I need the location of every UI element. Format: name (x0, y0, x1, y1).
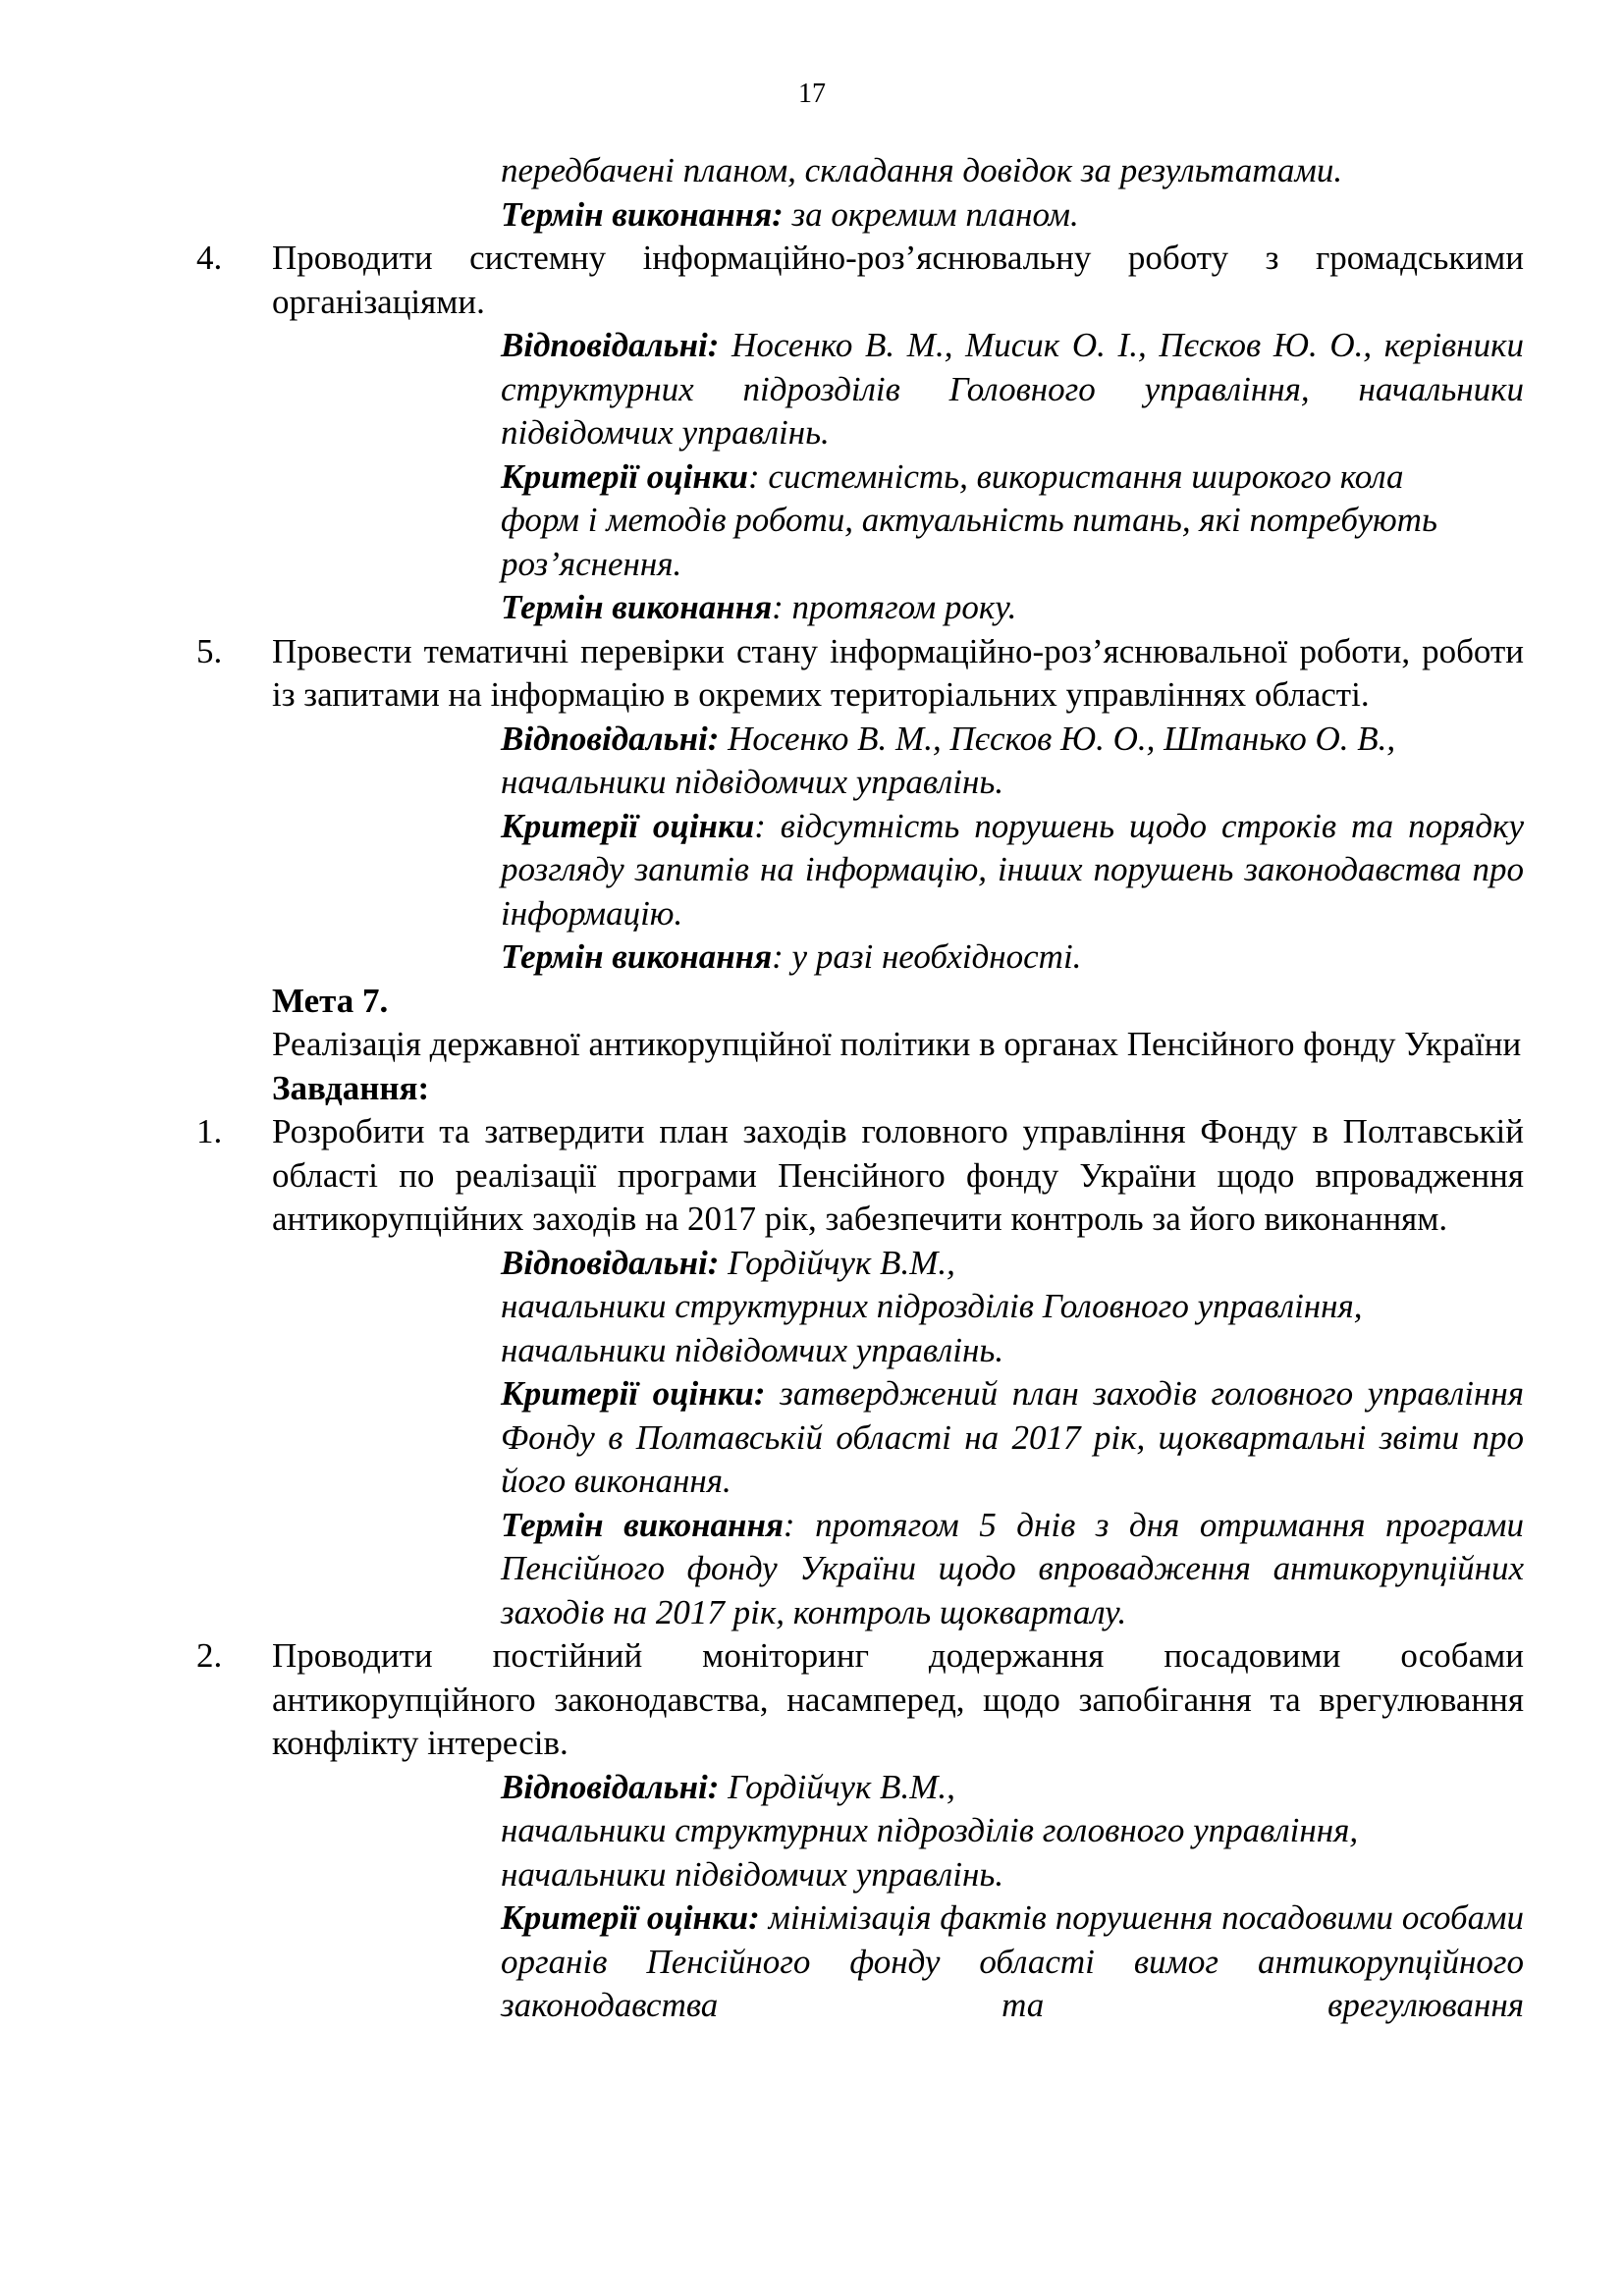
goal-task-2-criteria (0, 1896, 1624, 2028)
intro-continuation-text: передбачені планом, складання довідок за результатами. (501, 151, 1343, 189)
goal-task-1-responsible (0, 1242, 1624, 1373)
task-number: 4. (196, 239, 223, 277)
criteria-value: затверджений план заходів головного управління Фонду в Полтавській області на 2017 рік, щоквартальні звіти про його виконання. (501, 1374, 1524, 1500)
responsible-label: Відповідальні: (501, 719, 720, 758)
task-4-term (0, 586, 1624, 630)
task-4-responsible (0, 324, 1624, 455)
task-item-4 (0, 237, 1624, 324)
task-number: 1. (196, 1112, 223, 1150)
page-number: 17 (798, 79, 826, 109)
task-text: Розробити та затвердити план заходів головного управління Фонду в Полтавській області по реалізації програми Пенсійного фонду України щодо впровадження антикорупційних заходів на 2017 рік, забезпечити контроль за його виконанням. (272, 1112, 1524, 1238)
task-5-responsible (0, 718, 1624, 805)
task-number: 5. (196, 631, 223, 670)
task-text: Провести тематичні перевірки стану інформаційно-роз’яснювальної роботи, роботи із запитами на інформацію в окремих територіальних управліннях області. (272, 631, 1524, 714)
task-5-term (0, 935, 1624, 980)
term-label: Термін виконання (501, 1505, 784, 1544)
responsible-line-2: начальники структурних підрозділів головного управління, (501, 1811, 1359, 1849)
responsible-value: Носенко В. М., Пєсков Ю. О., Штанько О. В., начальники підвідомчих управлінь. (501, 719, 1396, 801)
responsible-line-3: начальники підвідомчих управлінь. (501, 1854, 1004, 1894)
responsible-value: Гордійчук В.М., (719, 1243, 955, 1282)
intro-continuation (0, 149, 1624, 237)
task-4-criteria (0, 455, 1624, 587)
task-5-criteria (0, 805, 1624, 936)
criteria-label: Критерії оцінки (501, 806, 755, 845)
term-label: Термін виконання (501, 937, 773, 976)
goal-task-2-responsible (0, 1766, 1624, 1897)
criteria-label: Критерії оцінки (501, 456, 749, 496)
goal-description: Реалізація державної антикорупційної політики в органах Пенсійного фонду України (272, 1025, 1522, 1063)
criteria-label: Критерії оцінки: (501, 1374, 766, 1413)
term-value: : протягом 5 днів з дня отримання програми Пенсійного фонду України щодо впровадження антикорупційних заходів на 2017 рік, контроль щокварталу. (501, 1505, 1524, 1631)
responsible-line-2: начальники структурних підрозділів Головного управління, (501, 1287, 1363, 1325)
responsible-label: Відповідальні: (501, 1767, 720, 1806)
responsible-label: Відповідальні: (501, 326, 720, 364)
goal-task-item-1 (0, 1110, 1624, 1242)
criteria-value: мінімізація фактів порушення посадовими особами органів Пенсійного фонду області вимог антикорупційного законодавства та врегулювання (501, 1898, 1524, 2024)
term-value: : у разі необхідності. (772, 937, 1082, 976)
goal-task-1-term (0, 1504, 1624, 1635)
task-item-5 (0, 630, 1624, 718)
criteria-value: : системність, використання широкого кола форм і методів роботи, актуальність питань, які потребують роз’яснення. (501, 456, 1437, 583)
responsible-value: Гордійчук В.М., (719, 1767, 955, 1806)
intro-term-value: за окремим планом. (783, 194, 1079, 234)
criteria-label: Критерії оцінки: (501, 1898, 760, 1937)
responsible-line-3: начальники підвідомчих управлінь. (501, 1330, 1004, 1369)
intro-term-label: Термін виконання: (501, 194, 784, 234)
goal-task-item-2 (0, 1634, 1624, 1766)
goal-task-1-criteria (0, 1372, 1624, 1504)
criteria-value: : відсутність порушень щодо строків та порядку розгляду запитів на інформацію, інших порушень законодавства про інформацію. (501, 806, 1524, 933)
page-content (0, 149, 1624, 2028)
responsible-label: Відповідальні: (501, 1243, 720, 1282)
task-text: Проводити системну інформаційно-роз’яснювальну роботу з громадськими організаціями. (272, 239, 1524, 321)
task-number: 2. (196, 1636, 223, 1675)
task-text: Проводити постійний моніторинг додержання посадовими особами антикорупційного законодавства, насамперед, щодо запобігання та врегулювання конфлікту інтересів. (272, 1636, 1524, 1762)
goal-title: Мета 7. (272, 981, 389, 1020)
term-value: : протягом року. (772, 588, 1017, 626)
responsible-value: Носенко В. М., Мисик О. І., Пєсков Ю. О., керівники структурних підрозділів Головного управління, начальники підвідомчих управлінь. (501, 326, 1524, 452)
term-label: Термін виконання (501, 588, 773, 626)
goal-tasks-label: Завдання: (272, 1068, 430, 1107)
